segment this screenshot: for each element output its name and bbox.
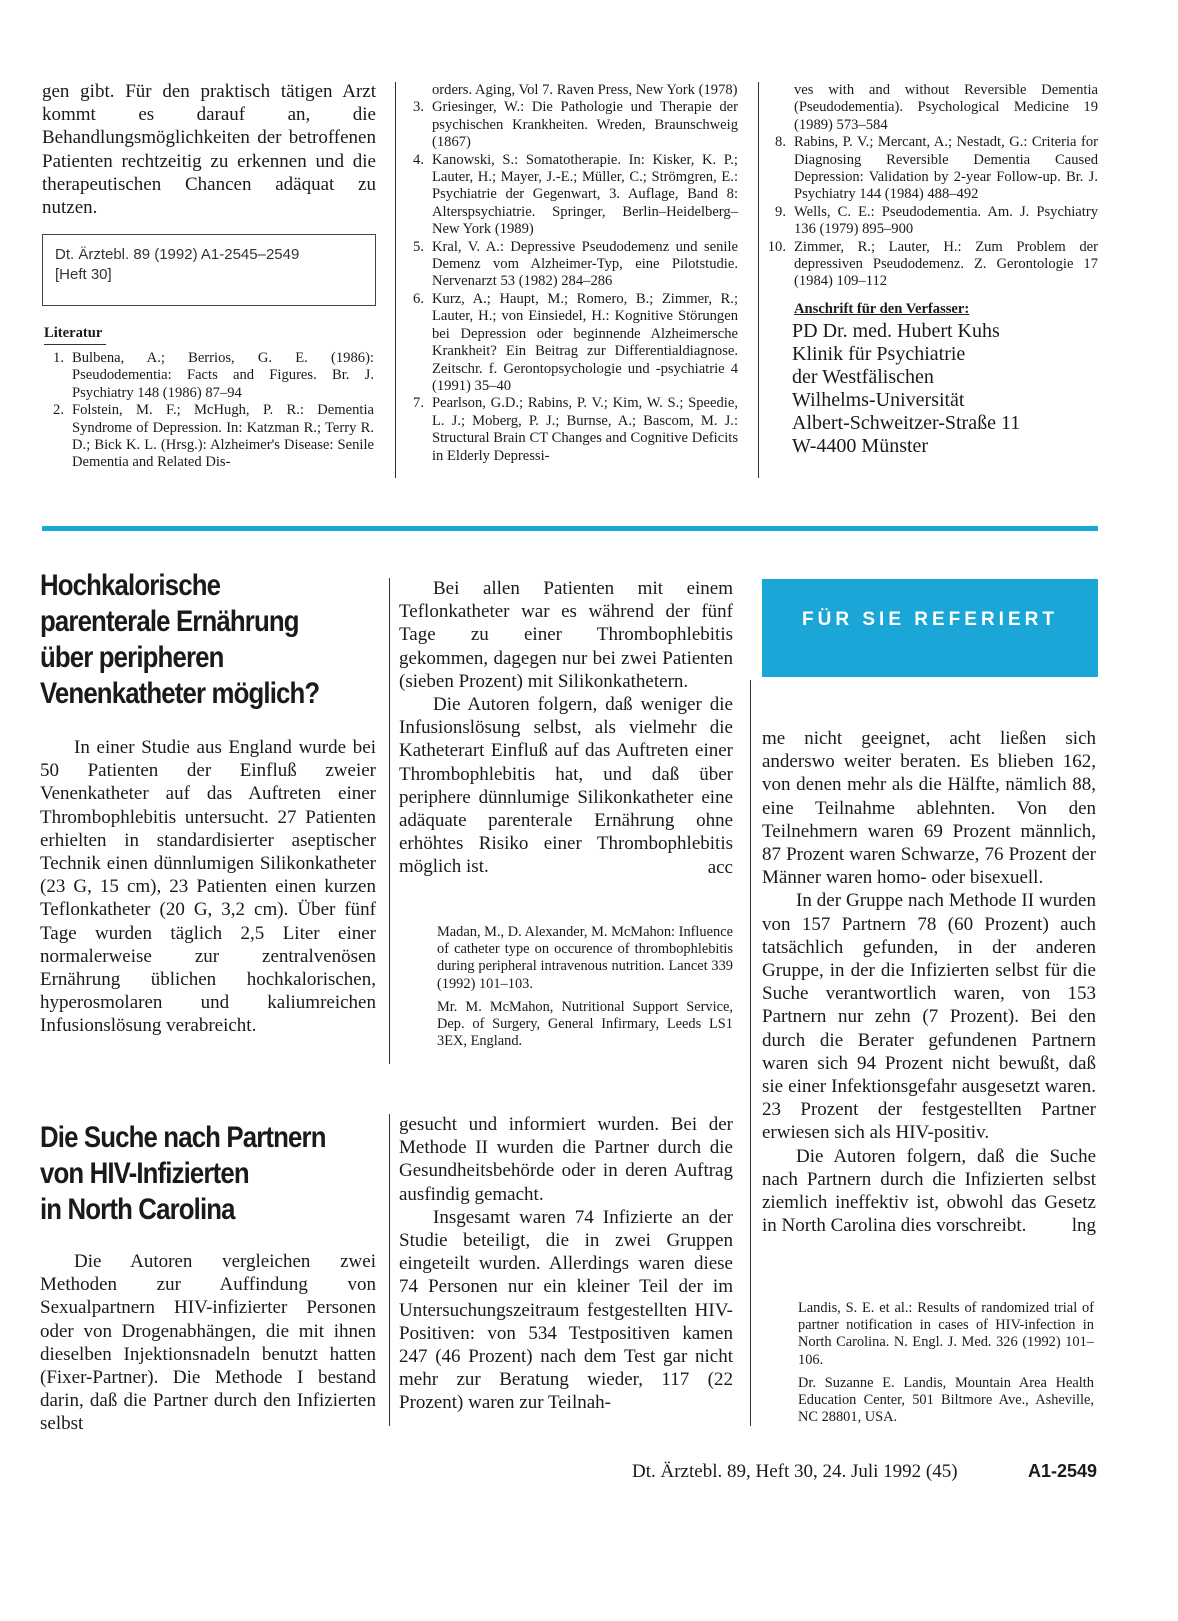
column-divider: [395, 82, 396, 478]
author-address: PD Dr. med. Hubert Kuhs Klinik für Psychiatrie der Westfälischen Wilhelms-Universität Albert-Schweitzer-Straße 11 W-4400 Münster: [792, 320, 1021, 458]
citation-box: [42, 234, 376, 306]
reference-item: ves with and without Reversible Dementia (Pseudodementia). Psychological Medicine 19 (1989) 573–584: [794, 82, 1098, 133]
citation-line2: [Heft 30]: [55, 266, 112, 283]
article2-col3: me nicht geeignet, acht ließen sich anderswo weiter beraten. Es blieben 162, von denen mehr als die Hälfte, nämlich 88, eine Teilnahme ablehnten. Von den Teilnehmern waren 69 Prozent männlich, 87 Prozent waren Schwarze, 76 Prozent der Männer waren homo- oder bisexuell. In der Gruppe nach Methode II wurden von 157 Partnern 78 (60 Prozent) auch tatsächlich gefunden, in der anderen Gruppe, in der die Infizierten selbst für die Suche verantwortlich waren, von 153 Partnern nur zehn (7 Prozent). Bei den durch die Berater gefundenen Partnern waren sich 94 Prozent nicht bewußt, daß sie einer Infektionsgefahr ausgesetzt waren. 23 Prozent der festgestellten Partner erwiesen sich als HIV-positiv. Die Autoren folgern, daß die Suche nach Partnern durch die Infizierten selbst ziemlich ineffektiv ist, obwohl das Gesetz in North Carolina dies vorschreibt. lng: [762, 728, 1096, 1237]
column-divider: [389, 578, 390, 1064]
reference-item: 9. Wells, C. E.: Pseudodementia. Am. J. Psychiatry 136 (1979) 895–900: [775, 203, 1098, 238]
references-col3: [766, 82, 1098, 458]
literature-heading: Literatur: [44, 325, 103, 341]
reference-item: orders. Aging, Vol 7. Raven Press, New York (1978): [432, 82, 738, 98]
references-col1: [44, 350, 374, 472]
article2-col2: gesucht und informiert wurden. Bei der Methode II wurden die Partner durch die Gesundheitsbehörde oder in deren Auftrag ausfindig gemacht. Insgesamt waren 74 Infizierte an der Studie beteiligt, die in zwei Gruppen eingeteilt wurden. Allerdings waren diese 74 Personen nur ein kleiner Teil der im Untersuchungszeitraum festgestellten HIV-Positiven: von 534 Testpositiven kamen 247 (46 Prozent) nach dem Test gar nicht mehr zur Beratung wieder, 117 (22 Prozent) waren zur Teilnah-: [399, 1114, 733, 1414]
literature-underline: [44, 344, 106, 345]
article2-headline: Die Suche nach Partnern von HIV-Infizierten in North Carolina: [40, 1121, 326, 1226]
reference-item: 10. Zimmer, R.; Lauter, H.: Zum Problem der depressiven Pseudodemenz. Z. Gerontologie 17 (1984) 109–112: [767, 238, 1098, 290]
reference-item: 7. Pearlson, G.D.; Rabins, P. V.; Kim, W. S.; Speedie, L. J.; Moberg, P. J.; Burnse, A.; Bascom, M. J.: Structural Brain CT Changes and Cognitive Deficits in Elderly Depressi-: [413, 395, 738, 464]
address-heading: Anschrift für den Verfasser:: [794, 300, 970, 317]
reference-item: 6. Kurz, A.; Haupt, M.; Romero, B.; Zimmer, R.; Lauter, H.; von Einsiedel, H.: Kognitive Störungen bei Depression oder beginnende Alzheimersche Krankheit? Ein Beitrag zur Differentialdiagnose. Zeitschr. f. Gerontopsychologie und -psychiatrie 4 (1991) 35–40: [413, 290, 738, 394]
article2-author: lng: [1071, 1215, 1096, 1237]
reference-item: 3. Griesinger, W.: Die Pathologie und Therapie der psychischen Krankheiten. Wreden, Braunschweig (1867): [413, 99, 738, 151]
reference-item: 1. Bulbena, A.; Berrios, G. E. (1986): Pseudodementia: Facts and Figures. Br. J. Psychiatry 148 (1986) 87–94: [53, 350, 374, 401]
reference-item: 4. Kanowski, S.: Somatotherapie. In: Kisker, K. P.; Lauter, H.; Mayer, J.-E.; Müller, C.; Strömgren, E.: Psychiatrie der Gegenwart, 3. Auflage, Band 8: Alterspsychiatrie. Springer, Berlin–Heidelberg–New York (1989): [413, 151, 738, 238]
reference-item: 5. Kral, V. A.: Depressive Pseudodemenz und senile Demenz vom Alzheimer-Typ, eine Pilotstudie. Nervenarzt 53 (1982) 284–286: [413, 238, 738, 290]
citation-line1: Dt. Ärztebl. 89 (1992) A1-2545–2549: [55, 246, 300, 263]
article1-col2: Bei allen Patienten mit einem Teflonkatheter war es während der fünf Tage zu einer Thrombophlebitis gekommen, dagegen nur bei zwei Patienten (sieben Prozent) mit Silikonkathetern. Die Autoren folgern, daß weniger die Infusionslösung selbst, als vielmehr die Katheterart Einfluß auf das Auftreten einer Thrombophlebitis hat, und daß über periphere dünnlumige Silikonkatheter eine adäquate parenterale Ernährung ohne erhöhtes Risiko einer Thrombophlebitis möglich ist. acc: [399, 578, 733, 878]
column-divider: [389, 1114, 390, 1426]
article1-author: acc: [707, 856, 733, 878]
article2-sources: Landis, S. E. et al.: Results of randomized trial of partner notification in cases of HIV-infection in North Carolina. N. Engl. J. Med. 326 (1992) 101–106. Dr. Suzanne E. Landis, Mountain Area Health Education Center, 501 Biltmore Ave., Asheville, NC 28801, USA.: [798, 1300, 1094, 1426]
article1-col1: In einer Studie aus England wurde bei 50 Patienten der Einfluß zweier Venenkatheter auf das Auftreten einer Thrombophlebitis untersucht. 27 Patienten erhielten in standardisierter aseptischer Technik einen dünnlumigen Silikonkatheter (23 G, 15 cm), 23 Patienten einen kurzen Teflonkatheter (20 G, 3,2 cm). Über fünf Tage wurden täglich 2,5 Liter einer normalerweise zur zentralvenösen Ernährung üblichen hochkalorischen, hyperosmolaren und kaliumreichen Infusionslösung verabreicht.: [40, 737, 376, 1037]
article2-col1: Die Autoren vergleichen zwei Methoden zur Auffindung von Sexualpartnern HIV-infizierter Personen oder von Drogenabhängen, die mit ihnen dieselben Injektionsnadeln benutzt hatten (Fixer-Partner). Die Methode I bestand darin, daß die Partner durch den Infizierten selbst: [40, 1251, 376, 1435]
references-col2: [404, 82, 738, 465]
column-divider: [750, 680, 751, 1426]
page-footer: Dt. Ärztebl. 89, Heft 30, 24. Juli 1992 (45): [632, 1461, 958, 1482]
article1-headline: Hochkalorische parenterale Ernährung über peripheren Venenkatheter möglich?: [40, 569, 320, 710]
article1-sources: Madan, M., D. Alexander, M. McMahon: Influence of catheter type on occurence of thrombophlebitis during peripheral intravenous nutrition. Lancet 339 (1992) 101–103. Mr. M. McMahon, Nutritional Support Service, Dep. of Surgery, General Infirmary, Leeds LS1 3EX, England.: [437, 924, 733, 1050]
section-banner: FÜR SIE REFERIERT: [762, 579, 1098, 677]
page-number: A1-2549: [1028, 1461, 1098, 1481]
reference-item: 8. Rabins, P. V.; Mercant, A.; Nestadt, G.: Criteria for Diagnosing Reversible Dementia Caused Depression: Validation by 2-year Follow-up. Br. J. Psychiatry 144 (1984) 488–492: [775, 134, 1098, 203]
column-divider: [758, 82, 759, 478]
section-rule: [42, 526, 1098, 531]
reference-item: 2. Folstein, M. F.; McHugh, P. R.: Dementia Syndrome of Depression. In: Katzman R.; Terry R. D.; Bick K. L. (Hrsg.): Alzheimer's Disease: Senile Dementia and Related Dis-: [53, 402, 374, 471]
top-col1-text: gen gibt. Für den praktisch tätigen Arzt kommt es darauf an, die Behandlungsmöglichkeiten der betroffenen Patienten rechtzeitig zu erkennen und die therapeutischen Chancen adäquat zu nutzen.: [42, 81, 376, 219]
